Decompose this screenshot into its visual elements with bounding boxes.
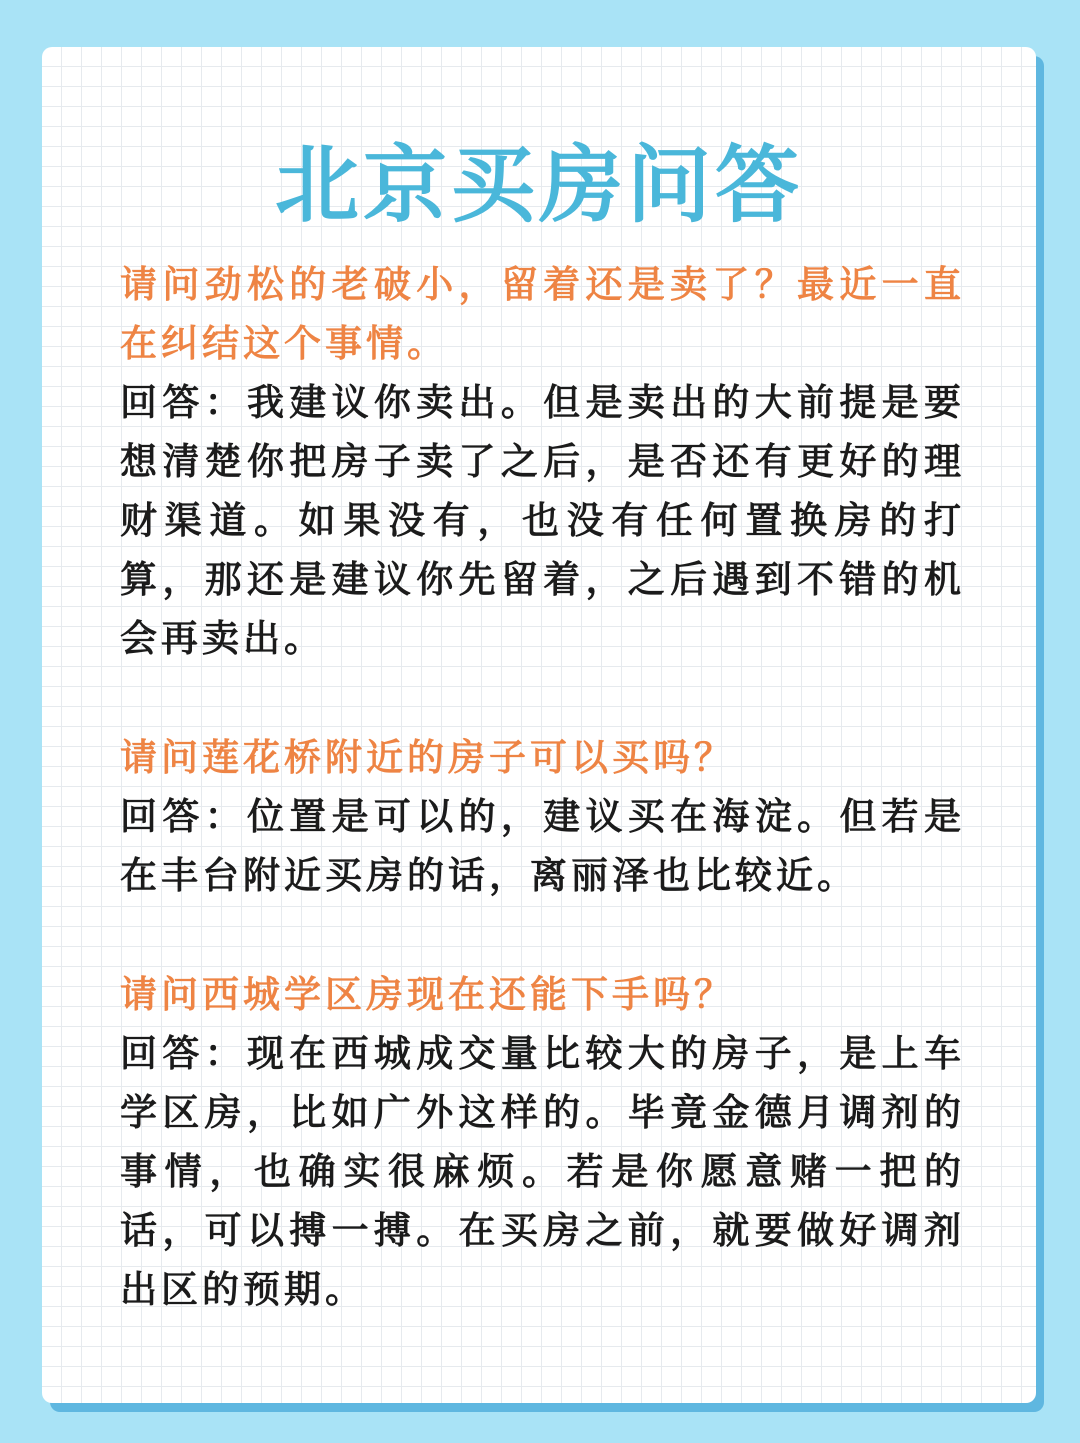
question-text: 请问西城学区房现在还能下手吗？ [120,973,735,1016]
question-text: 请问劲松的老破小，留着还是卖了？最近一直在纠结这个事情。 [120,263,965,365]
question-text: 请问莲花桥附近的房子可以买吗？ [120,736,735,779]
qa-item [120,255,965,668]
page-title: 北京买房问答 [274,136,803,234]
answer-text: 回答：我建议你卖出。但是卖出的大前提是要想清楚你把房子卖了之后，是否还有更好的理财渠道。如果没有，也没有任何置换房的打算，那还是建议你先留着，之后遇到不错的机会再卖出。 [120,381,965,660]
qa-item [120,965,965,1319]
qa-item [120,728,965,905]
qa-list [120,255,965,1319]
answer-text: 回答：现在西城成交量比较大的房子，是上车学区房，比如广外这样的。毕竟金德月调剂的事情，也确实很麻烦。若是你愿意赌一把的话，可以搏一搏。在买房之前，就要做好调剂出区的预期。 [120,1032,965,1311]
answer-text: 回答：位置是可以的，建议买在海淀。但若是在丰台附近买房的话，离丽泽也比较近。 [120,795,965,897]
